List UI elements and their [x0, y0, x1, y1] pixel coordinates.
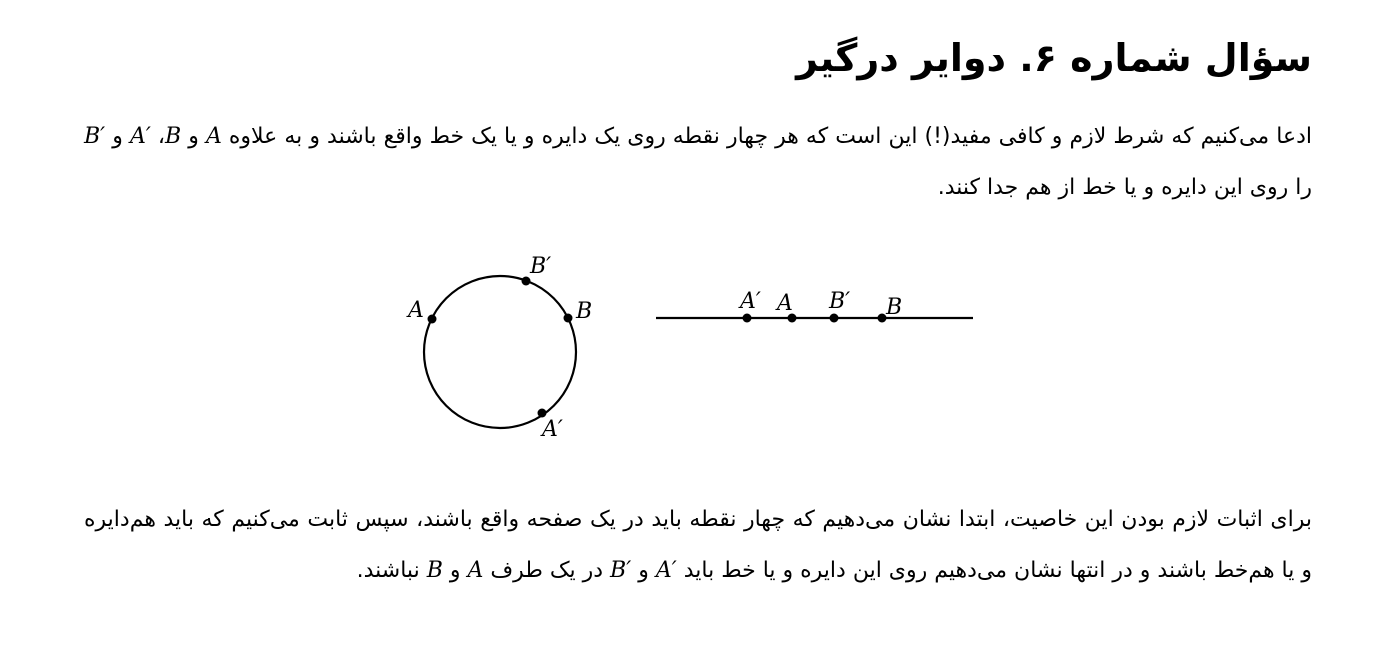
proof-line-1: برای اثبات لازم بودن این خاصیت، ابتدا نشان می‌دهیم که چهار نقطه باید در یک صفحه واقع باشند، سپس ثابت می‌کنیم — [231, 507, 1313, 532]
intro-paragraph — [84, 111, 1312, 213]
proof-conj-and: و — [631, 558, 656, 583]
figure-svg — [0, 240, 1398, 450]
proof-conj-and-2: و — [442, 558, 468, 583]
circle — [424, 276, 576, 428]
proof-point-b-prime: B′ — [610, 558, 632, 583]
proof-line-2-part-2: در یک طرف — [483, 558, 611, 583]
line-point-a-prime — [743, 314, 752, 323]
circle-label-a-prime: A′ — [542, 417, 563, 442]
line-label-b-prime: B′ — [829, 289, 851, 314]
circle-label-a: A — [408, 298, 424, 323]
circle-label-b-prime: B′ — [530, 254, 552, 279]
comma-sep: ، — [150, 124, 165, 149]
figure — [0, 240, 1398, 450]
line-point-b-prime — [830, 314, 839, 323]
proof-line-2-part-1: که باید هم‌دایره و یا هم‌خط باشند و در انتها نشان می‌دهیم روی این دایره و یا خط باید — [84, 507, 1312, 583]
line-label-b: B — [886, 295, 903, 320]
point-a-label: A — [205, 124, 222, 149]
proof-point-a-prime: A′ — [655, 558, 677, 583]
intro-line-2-suffix: را روی این دایره و یا خط از هم جدا کنند. — [937, 175, 1312, 200]
proof-point-b: B — [426, 558, 443, 583]
proof-point-a: A — [467, 558, 484, 583]
point-a-prime-label: A′ — [129, 124, 151, 149]
circle-label-b: B — [576, 299, 593, 324]
intro-line-1: ادعا می‌کنیم که شرط لازم و کافی مفید(!) این است که هر چهار نقطه روی یک دایره و یا یک خط واقع باشند و به علاوه — [228, 124, 1312, 149]
proof-line-3: نباشند. — [356, 558, 420, 583]
point-b-prime-label: B′ — [84, 124, 106, 149]
problem-title: سؤال شماره ۶. دوایر درگیر — [796, 36, 1312, 80]
conj-and: و — [181, 124, 206, 149]
point-b-label: B — [165, 124, 182, 149]
line-label-a: A — [777, 291, 793, 316]
conj-and-2: و — [105, 124, 130, 149]
proof-paragraph — [84, 494, 1312, 596]
circle-point-b — [564, 314, 573, 323]
line-label-a-prime: A′ — [740, 289, 761, 314]
circle-point-a — [428, 315, 437, 324]
